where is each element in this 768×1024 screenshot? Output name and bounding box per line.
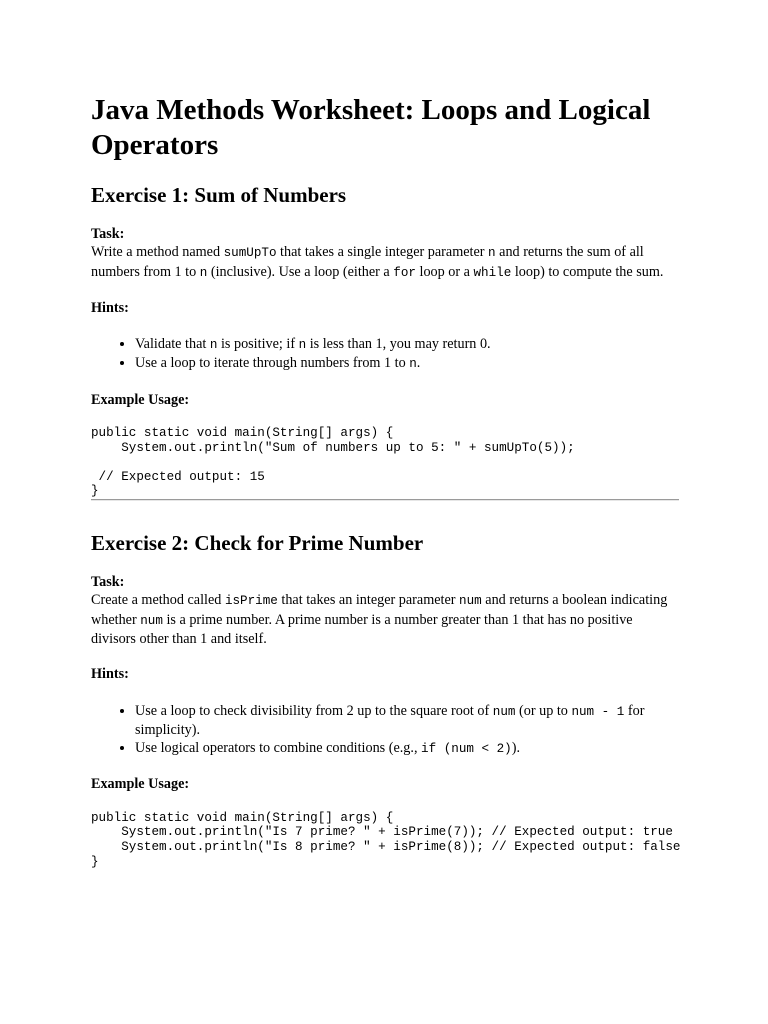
exercise-1-task-text: Write a method named sumUpTo that takes a single integer parameter n and returns the sum of all numbers from 1 to n (inclusive). Use a loop (either a for loop or a while loop) to compute the sum. xyxy=(91,244,664,280)
exercise-2 xyxy=(91,530,679,869)
inline-code: isPrime xyxy=(224,594,278,609)
inline-code: n xyxy=(209,338,218,353)
exercise-1-hints-list xyxy=(91,335,679,374)
exercise-1-hint-item: • Validate that n is positive; if n is less than 1, you may return 0. xyxy=(135,335,679,354)
exercise-1 xyxy=(91,182,679,499)
inline-code: num - 1 xyxy=(571,704,625,719)
exercise-1-heading: Exercise 1: Sum of Numbers xyxy=(91,183,347,207)
exercise-1-hint-item: • Use a loop to iterate through numbers from 1 to n. xyxy=(135,354,679,373)
exercise-2-hint-item: • Use a loop to check divisibility from 2 up to the square root of num (or up to num - 1 for simplicity). xyxy=(135,702,679,740)
inline-code: n xyxy=(298,338,307,353)
exercise-2-task-label: Task: xyxy=(91,574,125,591)
worksheet-page xyxy=(91,0,679,869)
exercise-2-hints-list xyxy=(91,702,679,759)
inline-code: while xyxy=(473,265,512,280)
inline-code: num xyxy=(140,613,163,628)
inline-code: n xyxy=(488,246,496,261)
page-title: Java Methods Worksheet: Loops and Logical Operators xyxy=(91,94,651,161)
exercise-1-task-label: Task: xyxy=(91,226,125,242)
exercise-1-example-label: Example Usage: xyxy=(91,391,190,408)
inline-code: sumUpTo xyxy=(223,246,277,261)
inline-code: n xyxy=(199,265,208,280)
exercise-2-code-block: public static void main(String[] args) { System.out.println("Is 7 prime? " + isPrime(7)); // Expected output: true System.out.println("Is 8 prime? " + isPrime(8)); // Expected output: false } xyxy=(91,810,681,869)
exercise-2-heading: Exercise 2: Check for Prime Number xyxy=(91,531,424,556)
inline-code: n xyxy=(409,357,417,372)
section-divider xyxy=(91,499,679,501)
inline-code: for xyxy=(393,265,416,280)
inline-code: num xyxy=(459,594,482,609)
inline-code: if (num < 2) xyxy=(421,742,512,757)
exercise-1-code-block: public static void main(String[] args) { System.out.println("Sum of numbers up to 5: " + sumUpTo(5)); // Expected output: 15 } xyxy=(91,426,575,499)
exercise-1-hints-label: Hints: xyxy=(91,299,129,316)
inline-code: num xyxy=(492,704,516,719)
exercise-2-hints-label: Hints: xyxy=(91,666,129,683)
exercise-2-example-label: Example Usage: xyxy=(91,776,190,793)
exercise-2-task-text: Create a method called isPrime that takes an integer parameter num and returns a boolean indicating whether num is a prime number. A prime number is a number greater than 1 that has no positive divisors other than 1 and itself. xyxy=(91,592,668,647)
exercise-2-hint-item: • Use logical operators to combine conditions (e.g., if (num < 2)). xyxy=(135,739,679,758)
